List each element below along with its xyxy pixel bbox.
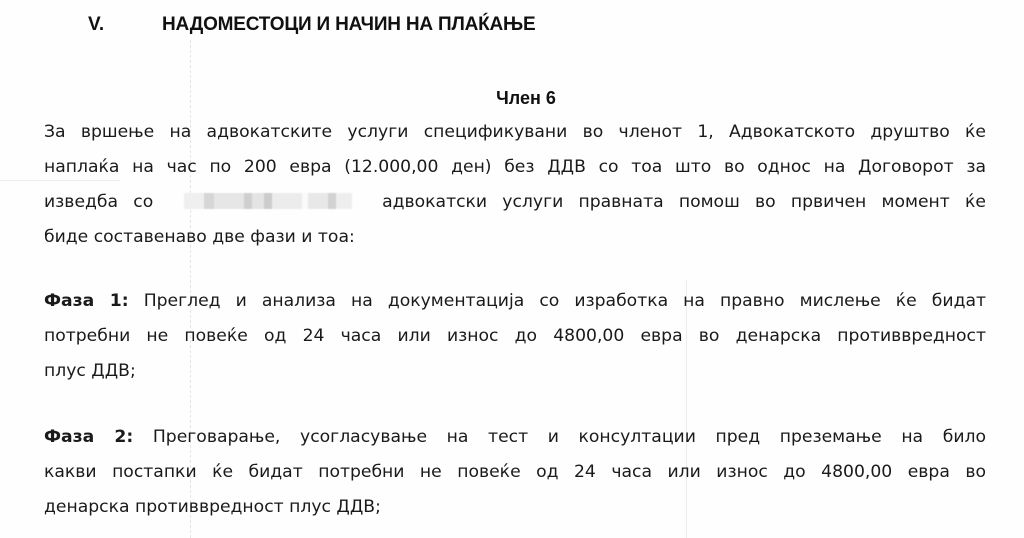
paragraph-text: Преглед и анализа на документација со изработка на правно мислење ќе бидат xyxy=(143,291,987,311)
phase-label: Фаза 2: xyxy=(44,427,134,447)
paragraph-text: Преговарање, усогласување на тест и консултации пред преземање на било xyxy=(152,427,986,447)
paragraph-text: адвокатски услуги правната помош во првичен момент ќе xyxy=(382,192,986,212)
section-title: НАДОМЕСТОЦИ И НАЧИН НА ПЛАЌАЊЕ xyxy=(162,14,536,35)
paragraph-line xyxy=(44,420,986,455)
phase-1-paragraph xyxy=(44,284,986,389)
paragraph-line xyxy=(44,185,986,220)
paragraph-line: денарска противвредност плус ДДВ; xyxy=(44,497,381,517)
paragraph-line: плус ДДВ; xyxy=(44,361,136,381)
phase-label: Фаза 1: xyxy=(44,291,129,311)
section-number: V. xyxy=(88,14,105,35)
article-intro-paragraph xyxy=(44,115,986,255)
paragraph-line: потребни не повеќе од 24 часа или износ до 4800,00 евра во денарска противвредност xyxy=(44,326,986,346)
phase-2-paragraph xyxy=(44,420,986,525)
paragraph-line: наплаќа на час по 200 евра (12.000,00 ден) без ДДВ со тоа што во однос на Договорот за xyxy=(44,157,986,177)
section-heading xyxy=(0,12,1024,42)
paragraph-line xyxy=(44,284,986,319)
paragraph-line: За вршење на адвокатските услуги спецификувани во членот 1, Адвокатското друштво ќе xyxy=(44,122,986,142)
paragraph-line: какви постапки ќе бидат потребни не повеќе од 24 часа или износ до 4800,00 евра во xyxy=(44,462,986,482)
paragraph-text: изведба со xyxy=(44,192,154,212)
paragraph-line: биде составенаво две фази и тоа: xyxy=(44,227,355,247)
redacted-party-name xyxy=(184,193,352,209)
article-title: Член 6 xyxy=(496,88,556,108)
